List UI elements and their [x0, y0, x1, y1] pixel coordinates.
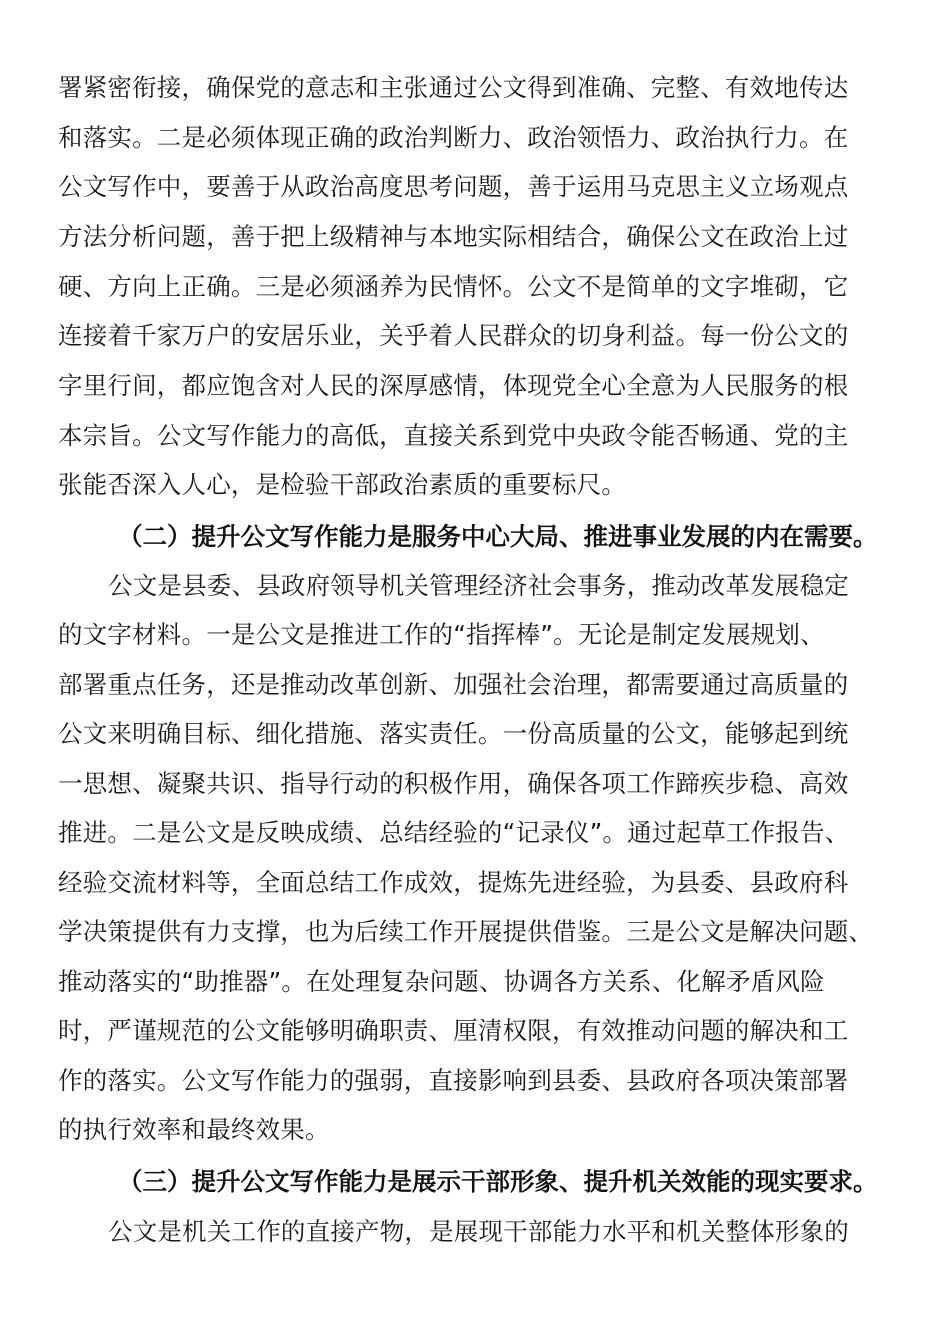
- body-line: 部署重点任务，还是推动改革创新、加强社会治理，都需要通过高质量的: [58, 670, 849, 699]
- body-line: 公文写作中，要善于从政治高度思考问题，善于运用马克思主义立场观点: [58, 172, 849, 201]
- body-line: 字里行间，都应饱含对人民的深厚感情，体现党全心全意为人民服务的根: [58, 371, 849, 400]
- body-line: 学决策提供有力支撑，也为后续工作开展提供借鉴。三是公文是解决问题、: [58, 917, 874, 946]
- body-line: 本宗旨。公文写作能力的高低，直接关系到党中央政令能否畅通、党的主: [58, 421, 849, 450]
- body-line: 和落实。二是必须体现正确的政治判断力、政治领悟力、政治执行力。在: [58, 123, 849, 152]
- section-heading-3: （三）提升公文写作能力是展示干部形象、提升机关效能的现实要求。: [118, 1167, 878, 1196]
- body-line: 作的落实。公文写作能力的强弱，直接影响到县委、县政府各项决策部署: [58, 1066, 849, 1095]
- body-line: 一思想、凝聚共识、指导行动的积极作用，确保各项工作蹄疾步稳、高效: [58, 769, 849, 798]
- paragraph-first-line: 公文是机关工作的直接产物，是展现干部能力水平和机关整体形象的: [108, 1217, 849, 1246]
- body-line: 推动落实的“助推器”。在处理复杂问题、协调各方关系、化解矛盾风险: [58, 967, 825, 996]
- body-line: 经验交流材料等，全面总结工作成效，提炼先进经验，为县委、县政府科: [58, 868, 849, 897]
- body-line: 连接着千家万户的安居乐业，关乎着人民群众的切身利益。每一份公文的: [58, 321, 849, 350]
- paragraph-first-line: 公文是县委、县政府领导机关管理经济社会事务，推动改革发展稳定: [108, 571, 849, 600]
- body-line: 署紧密衔接，确保党的意志和主张通过公文得到准确、完整、有效地传达: [58, 73, 849, 102]
- body-line: 时，严谨规范的公文能够明确职责、厘清权限，有效推动问题的解决和工: [58, 1016, 849, 1045]
- body-line: 公文来明确目标、细化措施、落实责任。一份高质量的公文，能够起到统: [58, 719, 849, 748]
- body-line: 张能否深入人心，是检验干部政治素质的重要标尺。: [58, 470, 627, 499]
- body-line: 推进。二是公文是反映成绩、总结经验的“记录仪”。通过起草工作报告、: [58, 818, 850, 847]
- body-line: 方法分析问题，善于把上级精神与本地实际相结合，确保公文在政治上过: [58, 222, 849, 251]
- section-heading-2: （二）提升公文写作能力是服务中心大局、推进事业发展的内在需要。: [118, 522, 878, 551]
- body-line: 硬、方向上正确。三是必须涵养为民情怀。公文不是简单的文字堆砌，它: [58, 272, 849, 301]
- body-line: 的执行效率和最终效果。: [58, 1115, 330, 1144]
- body-line: 的文字材料。一是公文是推进工作的“指挥棒”。无论是制定发展规划、: [58, 620, 825, 649]
